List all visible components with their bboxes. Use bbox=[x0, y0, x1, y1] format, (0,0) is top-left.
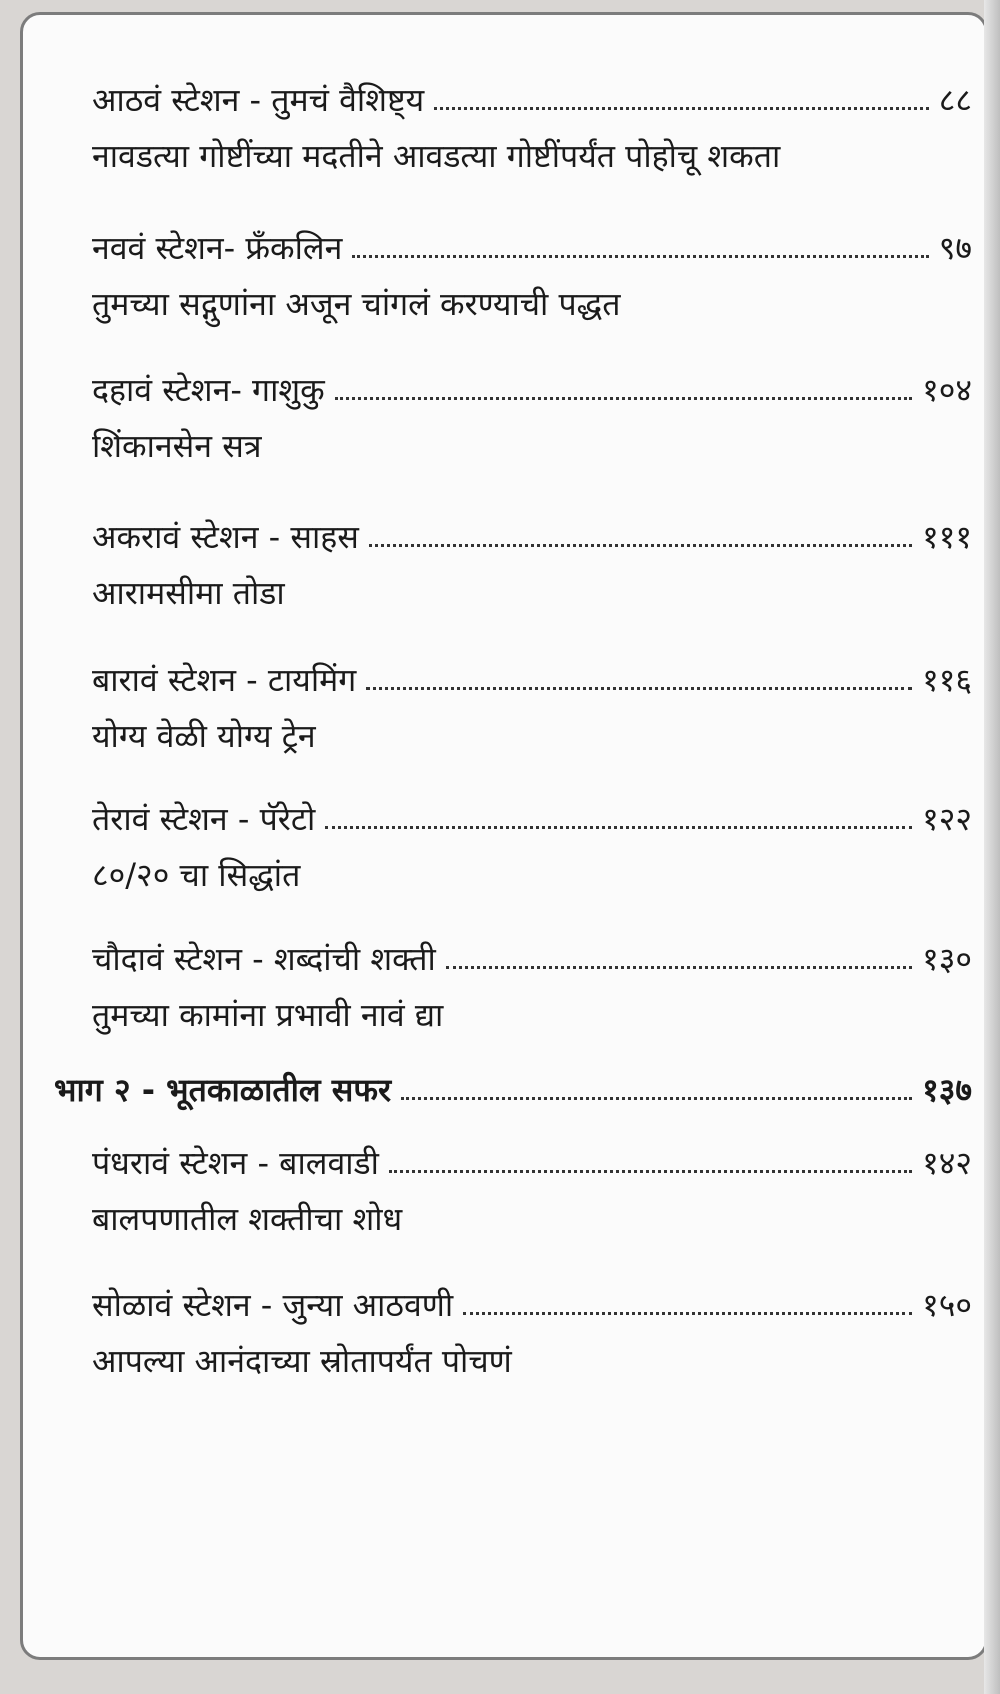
entry-subtitle: आपल्या आनंदाच्या स्रोतापर्यंत पोचणं bbox=[92, 1342, 512, 1380]
toc-entry-8 bbox=[92, 78, 972, 178]
dot-leader bbox=[446, 966, 912, 969]
toc-part-2 bbox=[54, 1068, 972, 1112]
entry-title: बारावं स्टेशन - टायमिंग bbox=[92, 661, 357, 699]
entry-page-number: १४२ bbox=[922, 1144, 972, 1182]
dot-leader bbox=[401, 1097, 912, 1100]
toc-entry-15 bbox=[92, 1141, 972, 1241]
entry-title: पंधरावं स्टेशन - बालवाडी bbox=[92, 1144, 379, 1182]
entry-title: आठवं स्टेशन - तुमचं वैशिष्ट्य bbox=[92, 81, 425, 119]
dot-leader bbox=[369, 544, 912, 547]
entry-title: सोळावं स्टेशन - जुन्या आठवणी bbox=[92, 1286, 454, 1324]
toc-entry-16 bbox=[92, 1283, 972, 1383]
entry-page-number: ८८ bbox=[938, 81, 972, 119]
dot-leader bbox=[335, 397, 912, 400]
entry-page-number: १०४ bbox=[922, 371, 972, 409]
entry-subtitle: शिंकानसेन सत्र bbox=[92, 427, 262, 465]
part-page-number: १३७ bbox=[922, 1071, 972, 1109]
entry-subtitle: बालपणातील शक्तीचा शोध bbox=[92, 1200, 403, 1238]
toc-entry-9 bbox=[92, 226, 972, 326]
entry-title: दहावं स्टेशन- गाशुकु bbox=[92, 371, 325, 409]
entry-subtitle: आरामसीमा तोडा bbox=[92, 574, 285, 612]
entry-subtitle: ८०/२० चा सिद्धांत bbox=[92, 856, 301, 894]
dot-leader bbox=[389, 1170, 912, 1173]
entry-subtitle: योग्य वेळी योग्य ट्रेन bbox=[92, 717, 316, 755]
dot-leader bbox=[352, 255, 928, 258]
toc-entry-11 bbox=[92, 515, 972, 615]
entry-page-number: १११ bbox=[922, 518, 972, 556]
part-title: भाग २ - भूतकाळातील सफर bbox=[54, 1071, 392, 1109]
entry-page-number: ११६ bbox=[922, 661, 972, 699]
dot-leader bbox=[366, 687, 912, 690]
entry-title: तेरावं स्टेशन - पॅरेटो bbox=[92, 800, 316, 838]
entry-subtitle: तुमच्या कामांना प्रभावी नावं द्या bbox=[92, 996, 444, 1034]
toc-entry-13 bbox=[92, 797, 972, 897]
entry-subtitle: नावडत्या गोष्टींच्या मदतीने आवडत्या गोष्टींपर्यंत पोहोचू शकता bbox=[92, 137, 781, 175]
entry-subtitle: तुमच्या सद्गुणांना अजून चांगलं करण्याची पद्धत bbox=[92, 285, 621, 323]
entry-page-number: १३० bbox=[922, 940, 972, 978]
entry-page-number: १५० bbox=[922, 1286, 972, 1324]
entry-page-number: ९७ bbox=[938, 229, 972, 267]
entry-title: अकरावं स्टेशन - साहस bbox=[92, 518, 359, 556]
toc-entry-14 bbox=[92, 937, 972, 1037]
page-edge bbox=[984, 0, 1000, 1694]
entry-title: नववं स्टेशन- फ्रँकलिन bbox=[92, 229, 343, 267]
entry-title: चौदावं स्टेशन - शब्दांची शक्ती bbox=[92, 940, 436, 978]
dot-leader bbox=[434, 107, 929, 110]
toc-entry-12 bbox=[92, 658, 972, 758]
dot-leader bbox=[463, 1312, 912, 1315]
toc-entry-10 bbox=[92, 368, 972, 468]
entry-page-number: १२२ bbox=[922, 800, 972, 838]
dot-leader bbox=[325, 826, 912, 829]
